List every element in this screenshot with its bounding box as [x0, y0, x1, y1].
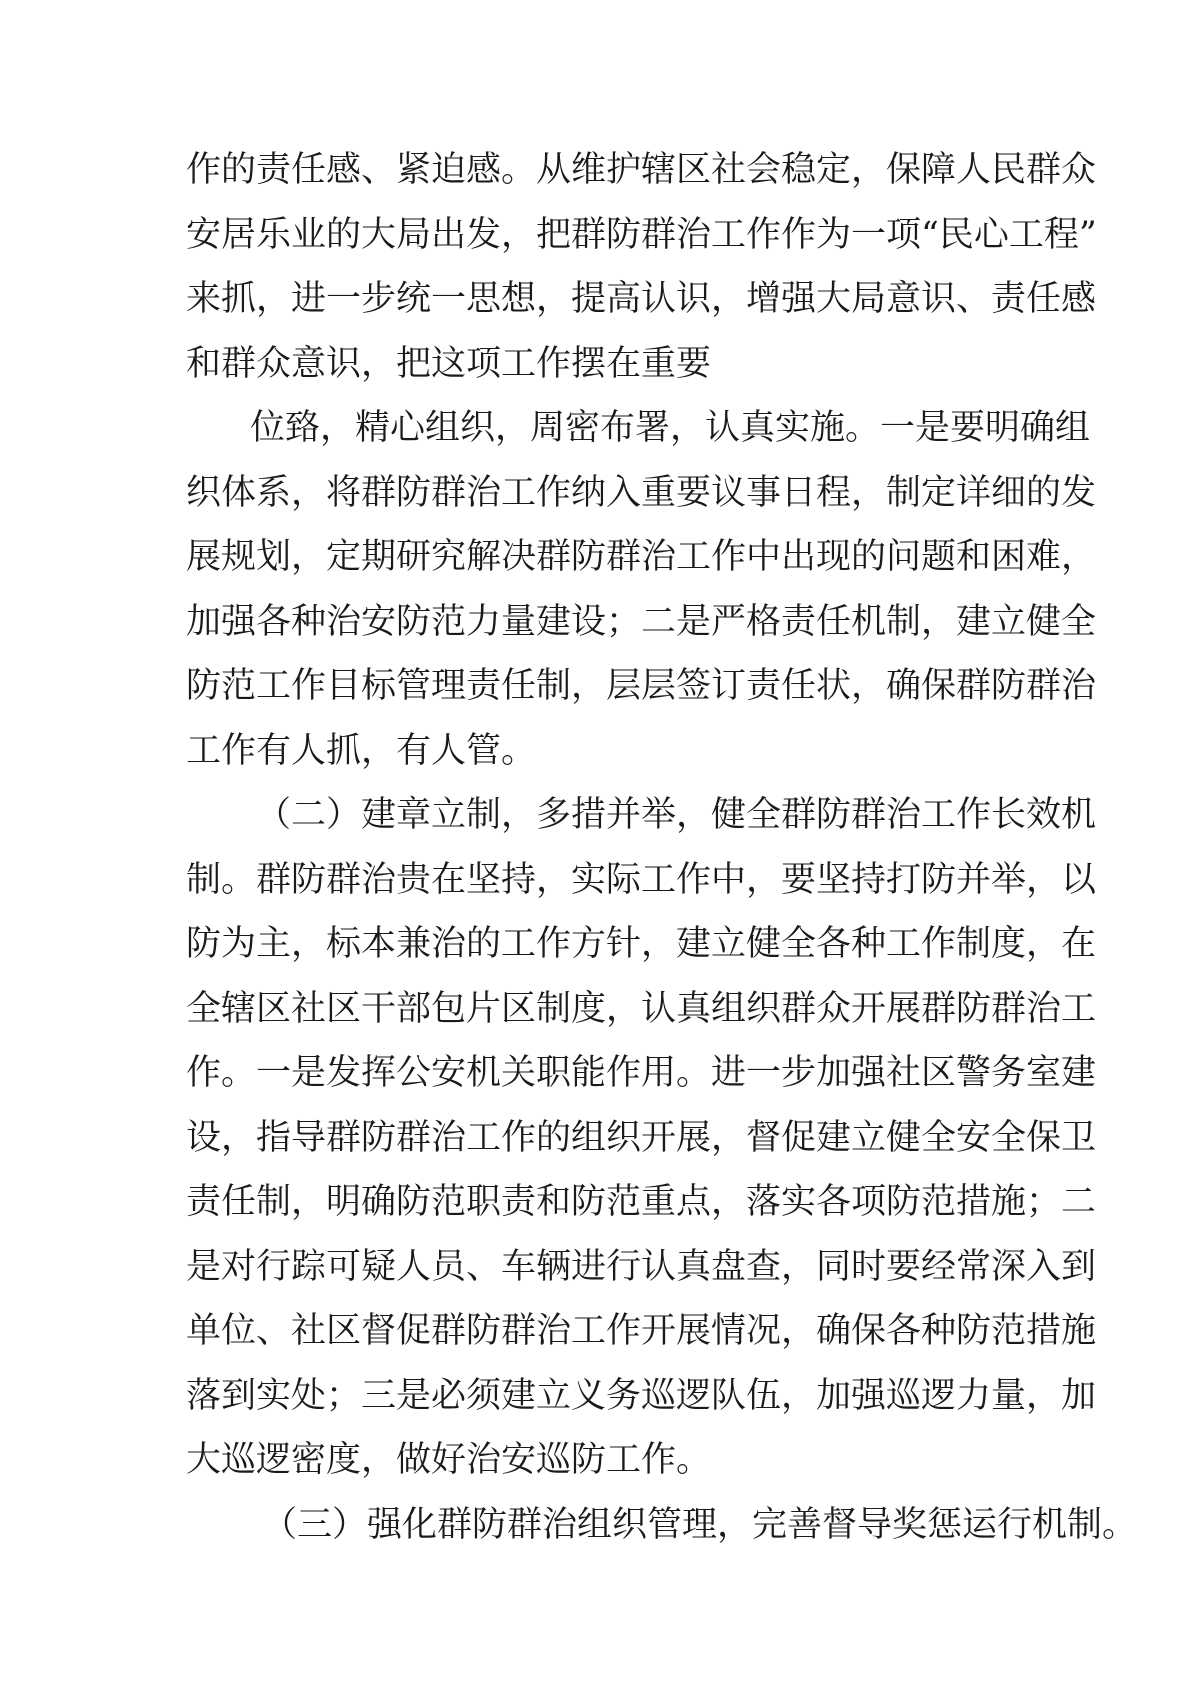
text-line: 落到实处；三是必须建立义务巡逻队伍，加强巡逻力量，加	[186, 1375, 1097, 1416]
text-line: 全辖区社区干部包片区制度，认真组织群众开展群防群治工	[186, 988, 1097, 1029]
text-line: 作。一是发挥公安机关职能作用。进一步加强社区警务室建	[186, 1053, 1097, 1093]
text-line: 制。群防群治贵在坚持，实际工作中，要坚持打防并举，以	[186, 859, 1097, 900]
text-line: 织体系，将群防群治工作纳入重要议事日程，制定详细的发	[186, 472, 1097, 513]
text-line: 安居乐业的大局出发，把群防群治工作作为一项“民心工程”	[186, 214, 1097, 255]
paragraph-start-line: 位臵，精心组织，周密布署，认真实施。一是要明确组	[250, 408, 1091, 448]
text-line: 和群众意识，把这项工作摆在重要	[186, 343, 712, 384]
text-line: 责任制，明确防范职责和防范重点，落实各项防范措施；二	[186, 1182, 1097, 1222]
text-line: 工作有人抓，有人管。	[186, 730, 537, 771]
section-heading-line: （二）建章立制，多措并举，健全群防群治工作长效机	[256, 795, 1097, 835]
section-heading-line: （三）强化群防群治组织管理，完善督导奖惩运行机制。	[262, 1504, 1138, 1545]
text-line: 单位、社区督促群防群治工作开展情况，确保各种防范措施	[186, 1311, 1097, 1351]
text-line: 展规划，定期研究解决群防群治工作中出现的问题和困难，	[186, 537, 1097, 577]
text-line: 大巡逻密度，做好治安巡防工作。	[186, 1440, 712, 1480]
body-text	[186, 138, 1138, 1557]
text-line: 加强各种治安防范力量建设；二是严格责任机制，建立健全	[186, 601, 1097, 642]
text-line: 防范工作目标管理责任制，层层签订责任状，确保群防群治	[186, 666, 1097, 706]
text-line: 防为主，标本兼治的工作方针，建立健全各种工作制度，在	[186, 924, 1097, 964]
text-line: 设，指导群防群治工作的组织开展，督促建立健全安全保卫	[186, 1117, 1097, 1158]
text-line: 是对行踪可疑人员、车辆进行认真盘查，同时要经常深入到	[186, 1246, 1097, 1287]
text-line: 来抓，进一步统一思想，提高认识，增强大局意识、责任感	[186, 279, 1097, 319]
text-line: 作的责任感、紧迫感。从维护辖区社会稳定，保障人民群众	[186, 150, 1097, 190]
